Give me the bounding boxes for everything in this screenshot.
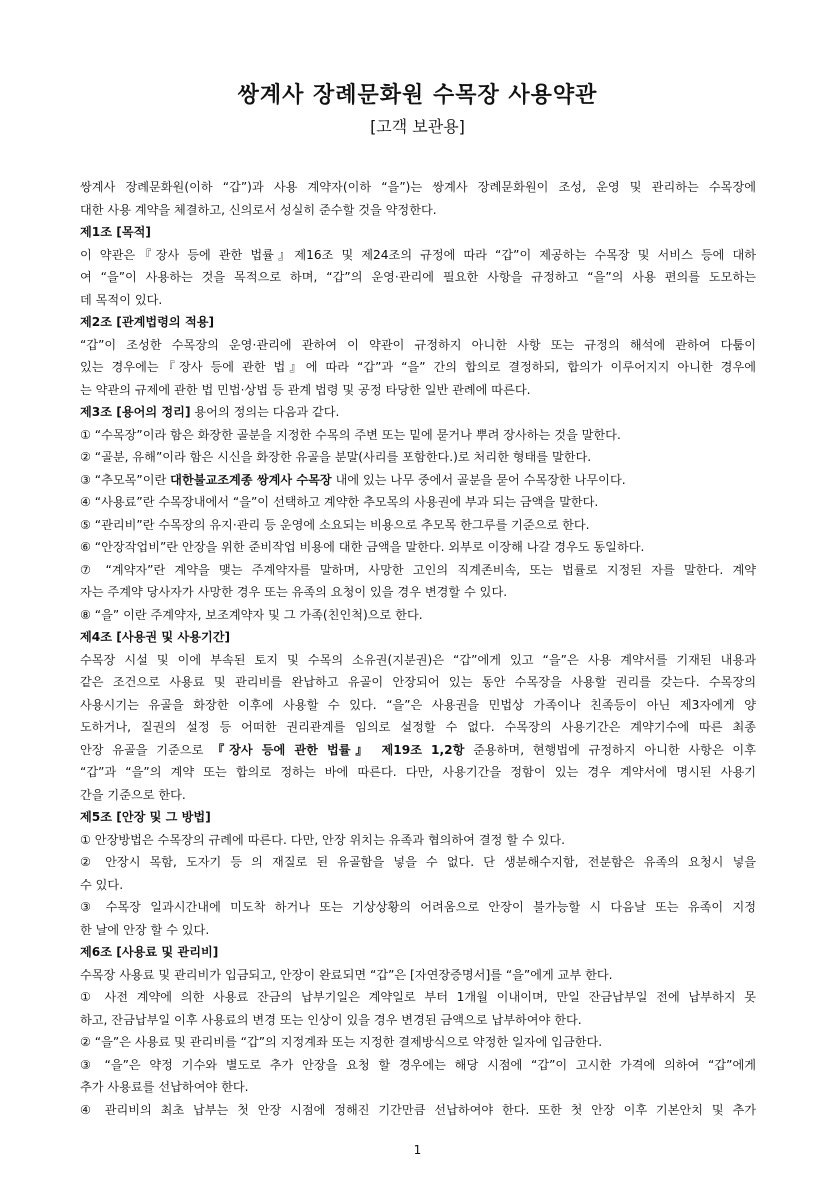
article-1-line: 이 약관은『장사 등에 관한 법률』제16조 및 제24조의 규정에 따라 “갑”이 제공하는 수목장 및 서비스 등에 대하 bbox=[80, 247, 756, 262]
intro-line: 대한 사용 계약을 체결하고, 신의로서 성실히 준수할 것을 약정한다. bbox=[80, 202, 437, 217]
article-6-item-2: ② “을”은 사용료 및 관리비를 “갑”의 지정계좌 또는 지정한 결제방식으로 약정한 일자에 입금한다. bbox=[80, 1035, 603, 1049]
article-4-line: “갑”과 “을”의 계약 또는 합의로 정하는 바에 따른다. 다만, 사용기간을 정함이 있는 경우 계약서에 명시된 사용기 bbox=[80, 765, 756, 779]
article-4-text: 안장 유골을 기준으로 bbox=[80, 742, 213, 757]
article-3-heading-tail: 용어의 정의는 다음과 같다. bbox=[190, 405, 340, 419]
document-subtitle: [고객 보관용] bbox=[370, 117, 465, 136]
page-number: 1 bbox=[413, 1143, 422, 1157]
article-3-heading-line bbox=[80, 401, 756, 424]
intro-paragraph bbox=[80, 176, 756, 221]
article-4 bbox=[80, 626, 756, 806]
article-6-line: 수목장 사용료 및 관리비가 입금되고, 안장이 완료되면 “갑”은 [자연장증명서]를 “을”에게 교부 한다. bbox=[80, 967, 613, 982]
article-4-line bbox=[80, 739, 756, 762]
definition-item-3-text: 내에 있는 나무 중에서 골분을 묻어 수목장한 나무이다. bbox=[331, 472, 626, 487]
article-3 bbox=[80, 401, 756, 626]
article-6-heading: 제6조 [사용료 및 관리비] bbox=[80, 945, 219, 959]
article-5-item-1: ① 안장방법은 수목장의 규례에 따른다. 다만, 안장 위치는 유족과 협의하여 결정 할 수 있다. bbox=[80, 832, 565, 847]
article-5-item-2: ② 안장시 목함, 도자기 등 의 재질로 된 유골함을 넣을 수 없다. 단 생분해수지함, 전분함은 유족의 요청시 넣을 bbox=[80, 855, 756, 869]
article-2-line: 는 약관의 규제에 관한 법 민법·상법 등 관계 법령 및 공정 타당한 일반 관례에 따른다. bbox=[80, 382, 531, 397]
article-4-line: 수목장 시설 및 이에 부속된 토지 및 수목의 소유권(지분권)은 “갑”에게 있고 “을”은 사용 계약서를 기재된 내용과 bbox=[80, 652, 756, 667]
article-2 bbox=[80, 311, 756, 401]
article-4-line: 간을 기준으로 한다. bbox=[80, 787, 186, 802]
article-2-heading: 제2조 [관계법령의 적용] bbox=[80, 315, 215, 329]
temple-name-emphasis: 대한불교조계종 쌍계사 수목장 bbox=[170, 472, 332, 487]
article-4-line: 도하거나, 질권의 설정 등 어떠한 권리관계를 임의로 설정할 수 없다. 수목장의 사용기간은 계약기수에 따른 최종 bbox=[80, 720, 756, 734]
article-4-text: 준용하며, 현행법에 규정하지 아니한 사항은 이후 bbox=[464, 742, 756, 757]
article-5-heading: 제5조 [안장 및 그 방법] bbox=[80, 810, 211, 824]
article-5 bbox=[80, 806, 756, 941]
article-5-item-3-cont: 한 날에 안장 할 수 있다. bbox=[80, 922, 210, 937]
article-4-line: 사용시기는 유골을 화장한 이후에 사용할 수 있다. “을”은 사용권을 민법상 가족이나 친족등이 아닌 제3자에게 양 bbox=[80, 697, 756, 712]
article-1-heading: 제1조 [목적] bbox=[80, 225, 151, 239]
intro-line: 쌍계사 장례문화원(이하 “갑”)과 사용 계약자(이하 “을”)는 쌍계사 장례문화원이 조성, 운영 및 관리하는 수목장에 bbox=[80, 180, 756, 194]
definition-item-1: ① “수목장”이라 함은 화장한 골분을 지정한 수목의 주변 또는 밑에 묻거나 뿌려 장사하는 것을 말한다. bbox=[80, 427, 621, 442]
article-1 bbox=[80, 221, 756, 311]
definition-item-7-cont: 자는 주계약 당사자가 사망한 경우 또는 유족의 요청이 있을 경우 변경할 수 있다. bbox=[80, 585, 508, 599]
article-4-line: 같은 조건으로 사용료 및 관리비를 완납하고 유골이 안장되어 있는 동안 수목장을 사용할 권리를 갖는다. 수목장의 bbox=[80, 675, 756, 689]
definition-item-2: ② “골분, 유해”이라 함은 시신을 화장한 유골을 분말(사리를 포함한다.)로 처리한 형태를 말한다. bbox=[80, 450, 592, 464]
article-5-item-3: ③ 수목장 일과시간내에 미도착 하거나 또는 기상상황의 어려움으로 안장이 불가능할 시 다음날 또는 유족이 지정 bbox=[80, 900, 756, 914]
article-4-heading: 제4조 [사용권 및 사용기간] bbox=[80, 630, 231, 644]
definition-item-3-text: ③ “추모목”이란 bbox=[80, 472, 171, 487]
article-1-line: 데 목적이 있다. bbox=[80, 292, 163, 307]
article-6-item-3: ③ “을”은 약정 기수와 별도로 추가 안장을 요청 할 경우에는 해당 시점에 “갑”이 고시한 가격에 의하여 “갑”에게 bbox=[80, 1057, 756, 1072]
definition-item-5: ⑤ “관리비”란 수목장의 유지·관리 등 운영에 소요되는 비용으로 추모목 한그루를 기준으로 한다. bbox=[80, 517, 590, 532]
article-6-item-1: ① 사전 계약에 의한 사용료 잔금의 납부기일은 계약일로 부터 1개월 이내이며, 만일 잔금납부일 전에 납부하지 못 bbox=[80, 990, 756, 1004]
article-6-item-3-cont: 추가 사용료를 선납하여야 한다. bbox=[80, 1080, 249, 1094]
definition-item-8: ⑧ “을” 이란 주계약자, 보조계약자 및 그 가족(친인척)으로 한다. bbox=[80, 607, 423, 622]
article-6-item-1-cont: 하고, 잔금납부일 이후 사용료의 변경 또는 인상이 있을 경우 변경된 금액으로 납부하여야 한다. bbox=[80, 1012, 582, 1027]
document-body bbox=[80, 176, 756, 1121]
definition-item-3 bbox=[80, 469, 756, 492]
article-6-item-4: ④ 관리비의 최초 납부는 첫 안장 시점에 정해진 기간만큼 선납하여야 한다. 또한 첫 안장 이후 기본안치 및 추가 bbox=[80, 1102, 756, 1117]
article-1-line: 여 “을”이 사용하는 것을 목적으로 하며, “갑”의 운영·관리에 필요한 사항을 규정하고 “을”의 사용 편의를 도모하는 bbox=[80, 270, 756, 284]
definition-item-6: ⑥ “안장작업비”란 안장을 위한 준비작업 비용에 대한 금액을 말한다. 외부로 이장해 나갈 경우도 동일하다. bbox=[80, 540, 645, 554]
article-2-line: “갑”이 조성한 수목장의 운영·관리에 관하여 이 약관이 규정하지 아니한 사항 또는 규정의 해석에 관하여 다툼이 bbox=[80, 337, 756, 352]
article-3-heading: 제3조 [용어의 정리] bbox=[80, 405, 191, 419]
document-title: 쌍계사 장례문화원 수목장 사용약관 bbox=[237, 83, 598, 108]
definition-item-4: ④ “사용료”란 수목장내에서 “을”이 선택하고 계약한 추모목의 사용권에 부과 되는 금액을 말한다. bbox=[80, 495, 599, 509]
definition-item-7: ⑦ “계약자”란 계약을 맺는 주계약자를 말하며, 사망한 고인의 직계존비속, 또는 법률로 지정된 자를 말한다. 계약 bbox=[80, 562, 756, 577]
law-reference-emphasis: 『장사 등에 관한 법률』 제19조 1,2항 bbox=[212, 742, 465, 757]
article-2-line: 있는 경우에는『장사 등에 관한 법』에 따라 “갑”과 “을” 간의 합의로 결정하되, 합의가 이루어지지 아니한 경우에 bbox=[80, 360, 756, 374]
article-5-item-2-cont: 수 있다. bbox=[80, 877, 124, 892]
article-6 bbox=[80, 941, 756, 1121]
